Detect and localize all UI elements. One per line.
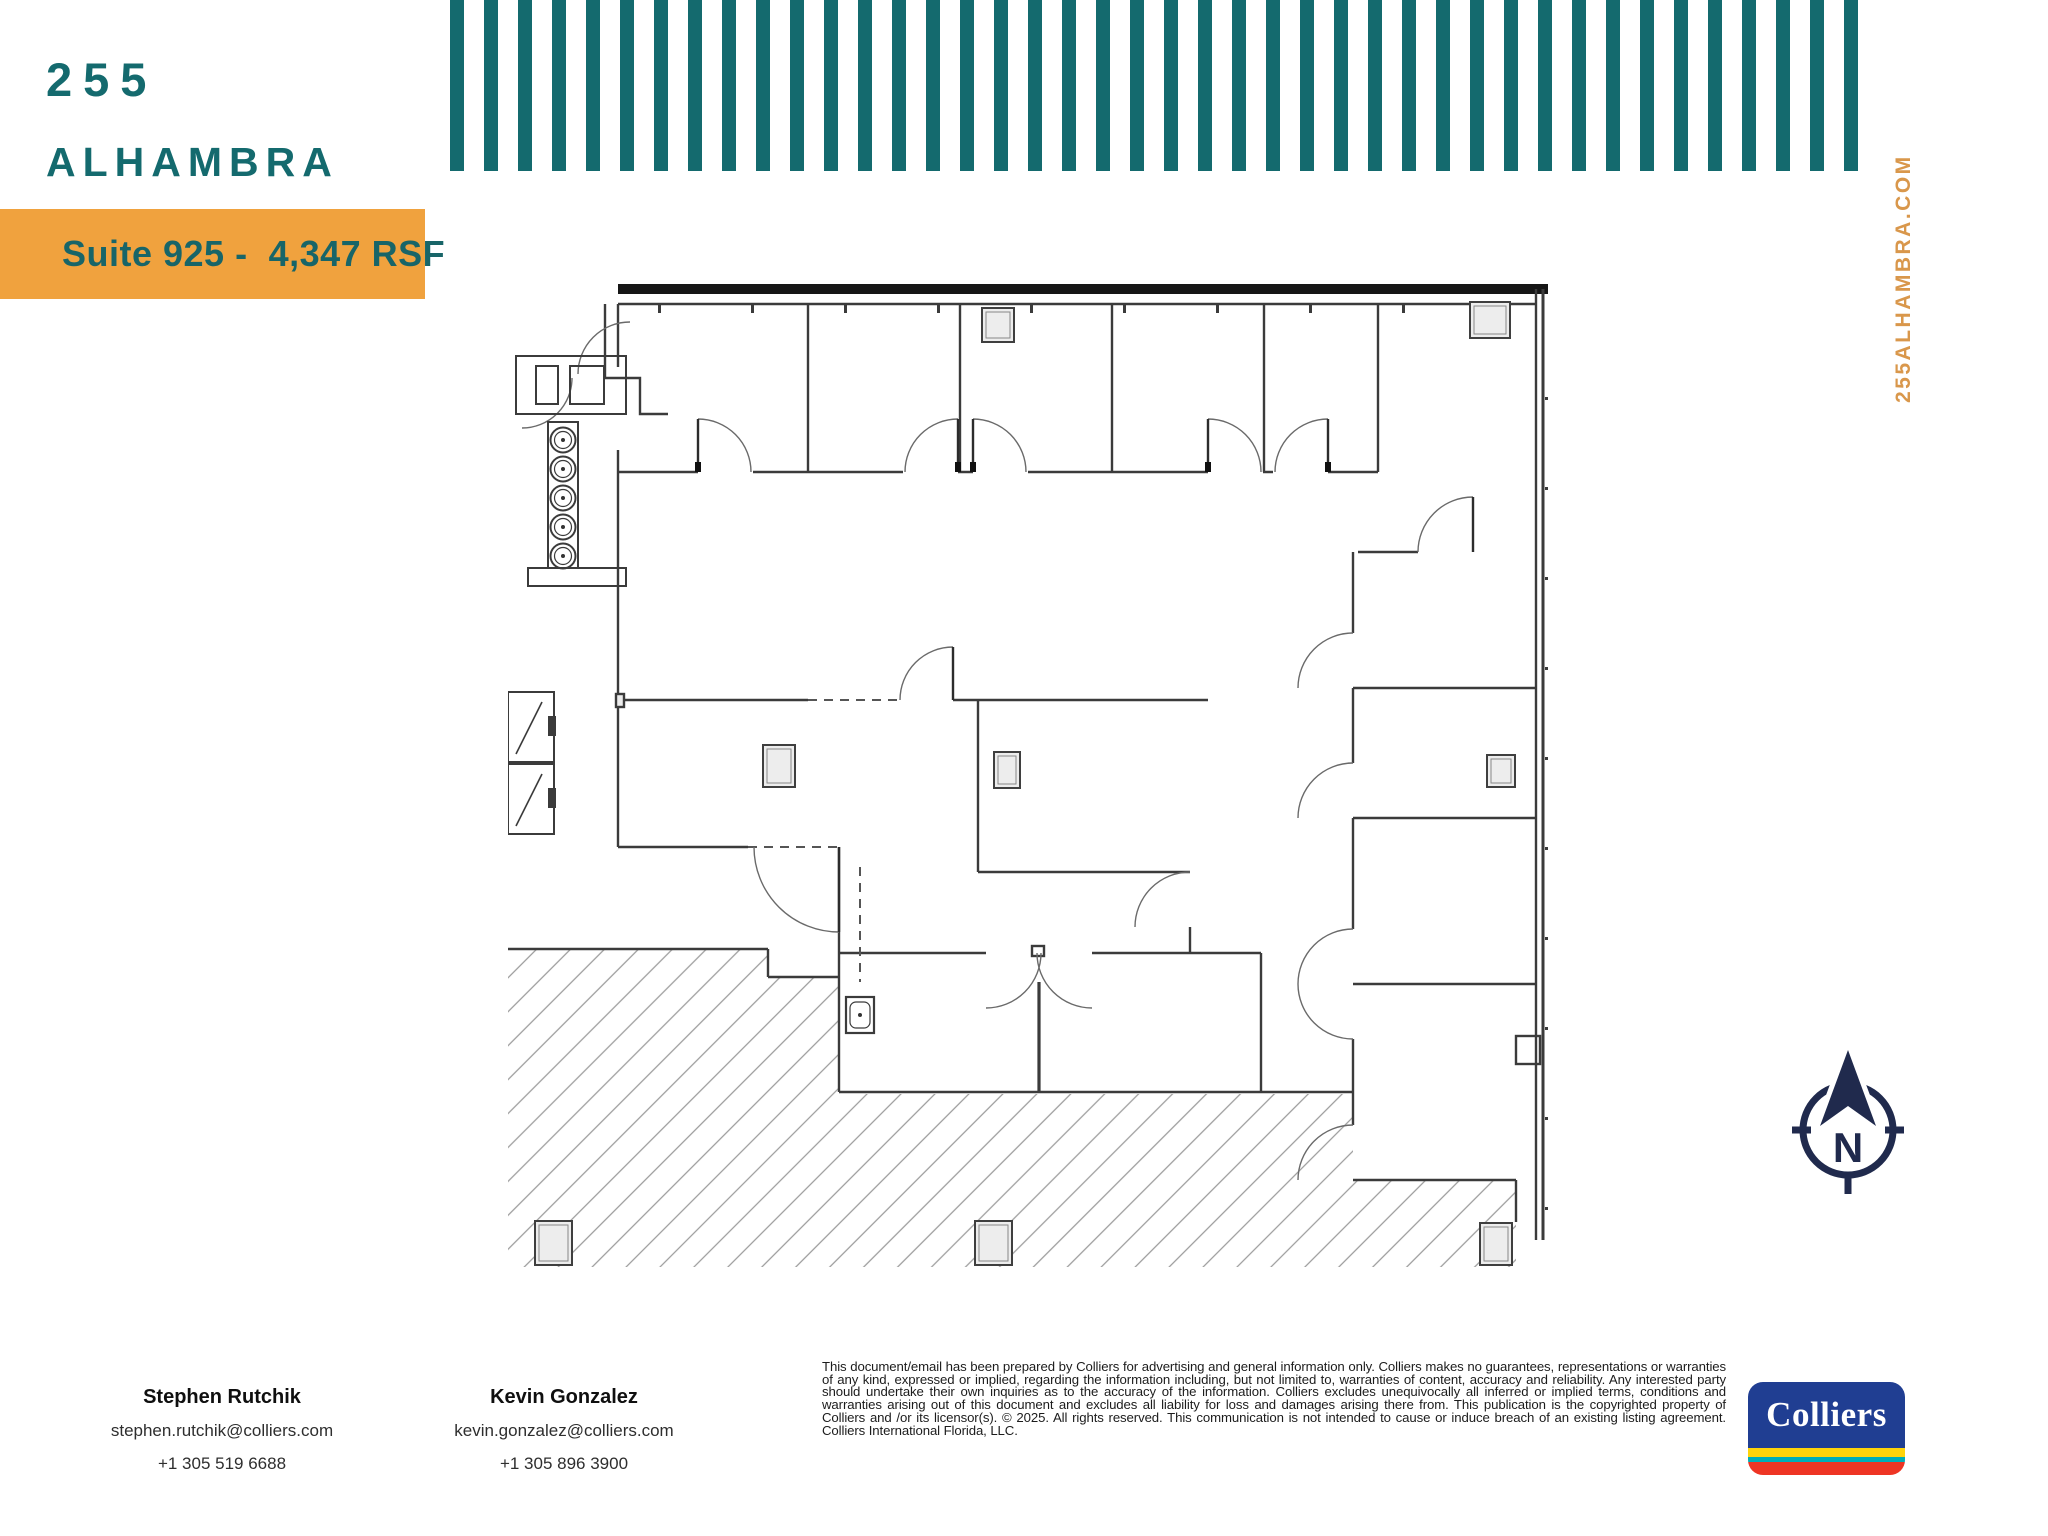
colliers-logo-red-stripe xyxy=(1748,1462,1905,1475)
suite-banner-label: Suite 925 - 4,347 RSF xyxy=(62,233,446,274)
floor-plan xyxy=(508,282,1548,1272)
colliers-logo-yellow-stripe xyxy=(1748,1448,1905,1457)
contact-card xyxy=(66,1386,378,1474)
dashed-walls xyxy=(748,700,898,982)
elevator-shafts xyxy=(508,692,556,834)
floor-plan-svg xyxy=(508,282,1548,1272)
colliers-logo-blue-field xyxy=(1748,1382,1905,1448)
contact-name: Stephen Rutchik xyxy=(143,1386,301,1408)
colliers-logo-wordmark: Colliers xyxy=(1766,1395,1887,1434)
contact-email[interactable]: stephen.rutchik@colliers.com xyxy=(110,1421,334,1440)
contact-name: Kevin Gonzalez xyxy=(490,1386,638,1408)
building-title xyxy=(46,53,339,185)
stripe-pattern xyxy=(450,0,1877,171)
contact-email[interactable]: kevin.gonzalez@colliers.com xyxy=(454,1421,674,1440)
door-leaves xyxy=(695,419,1473,932)
contact-phone: +1 305 896 3900 xyxy=(499,1454,629,1473)
core-fixtures xyxy=(508,356,874,1033)
colliers-logo xyxy=(1748,1382,1905,1475)
compass-n-label: N xyxy=(1832,1124,1864,1171)
fixture-circles xyxy=(551,428,576,569)
sink-fixture xyxy=(846,997,874,1033)
hatch-layer xyxy=(508,949,1516,1267)
compass-north-icon xyxy=(1790,1046,1906,1216)
contact-phone: +1 305 519 6688 xyxy=(157,1454,287,1473)
building-number: 255 xyxy=(46,53,158,106)
legal-disclaimer: This document/email has been prepared by Colliers for advertising and general information only. Colliers makes no guarantees, representations or warranties of any kind, expressed or implied, regarding the information including, but not limited to, warranties of content, accuracy and reliability. Any interested party should undertake their own inquiries as to the accuracy of the information. Colliers excludes unequivocally all inferred or implied terms, conditions and warranties arising out of this document and excludes all liability for loss and damages arising there from. This publication is the copyrighted property of Colliers and /or its licensor(s). © 2025. All rights reserved. This communication is not intended to cause or induce breach of an existing listing agreement. Colliers International Florida, LLC. xyxy=(822,1359,1726,1438)
building-name: ALHAMBRA xyxy=(46,139,339,185)
contact-card xyxy=(408,1386,720,1474)
website-link[interactable]: 255ALHAMBRA.COM xyxy=(1892,154,1915,403)
suite-banner xyxy=(0,209,446,299)
